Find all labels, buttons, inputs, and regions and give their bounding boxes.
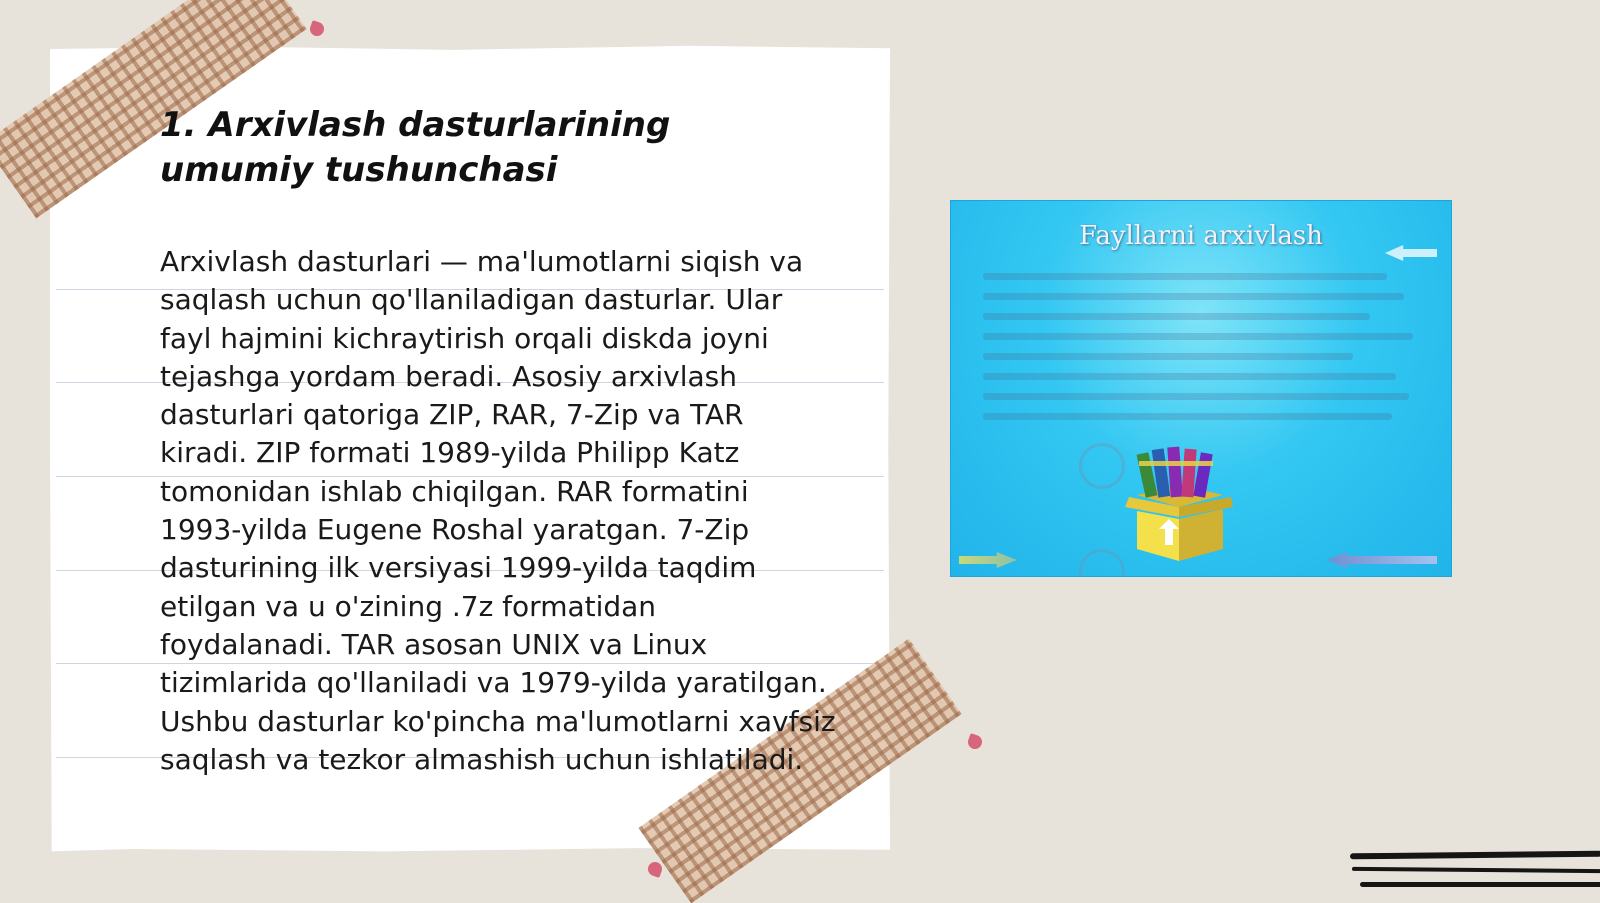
winrar-archive-box-icon: [1119, 445, 1239, 563]
slide-title: 1. Arxivlash dasturlarining umumiy tushunchasi: [160, 105, 671, 190]
image-title: Fayllarni arxivlash: [1079, 221, 1323, 251]
previous-arrow-button[interactable]: [1327, 552, 1437, 568]
brush-stroke-decoration: [1350, 851, 1600, 860]
brush-stroke-decoration: [1360, 882, 1600, 887]
tape-tip-accent: [308, 20, 326, 38]
tape-tip-accent: [646, 860, 664, 878]
slide-body-text: Arxivlash dasturlari — ma'lumotlarni siqish va saqlash uchun qo'llaniladigan dasturlar. Ular fayl hajmini kichraytirish orqali diskda joyni tejashga yordam beradi. Asosiy arxivlash dasturlari qatoriga ZIP, RAR, 7-Zip va TAR kiradi. ZIP formati 1989-yilda Philipp Katz tomonidan ishlab chiqilgan. RAR formatini 1993-yilda Eugene Roshal yaratgan. 7-Zip dasturining ilk versiyasi 1999-yilda taqdim etilgan va u o'zining .7z formatidan foydalanadi. TAR asosan UNIX va Linux tizimlarida qo'llaniladi va 1979-yilda yaratilgan. Ushbu dasturlar ko'pincha ma'lumotlarni xavfsiz saqlash va tezkor almashish uchun ishlatiladi.: [160, 245, 836, 776]
archiving-slide-image: [950, 200, 1452, 577]
next-arrow-button[interactable]: [959, 552, 1017, 568]
tape-tip-accent: [966, 733, 984, 751]
image-blurred-text: [983, 273, 1413, 433]
brush-stroke-decoration: [1352, 867, 1600, 873]
